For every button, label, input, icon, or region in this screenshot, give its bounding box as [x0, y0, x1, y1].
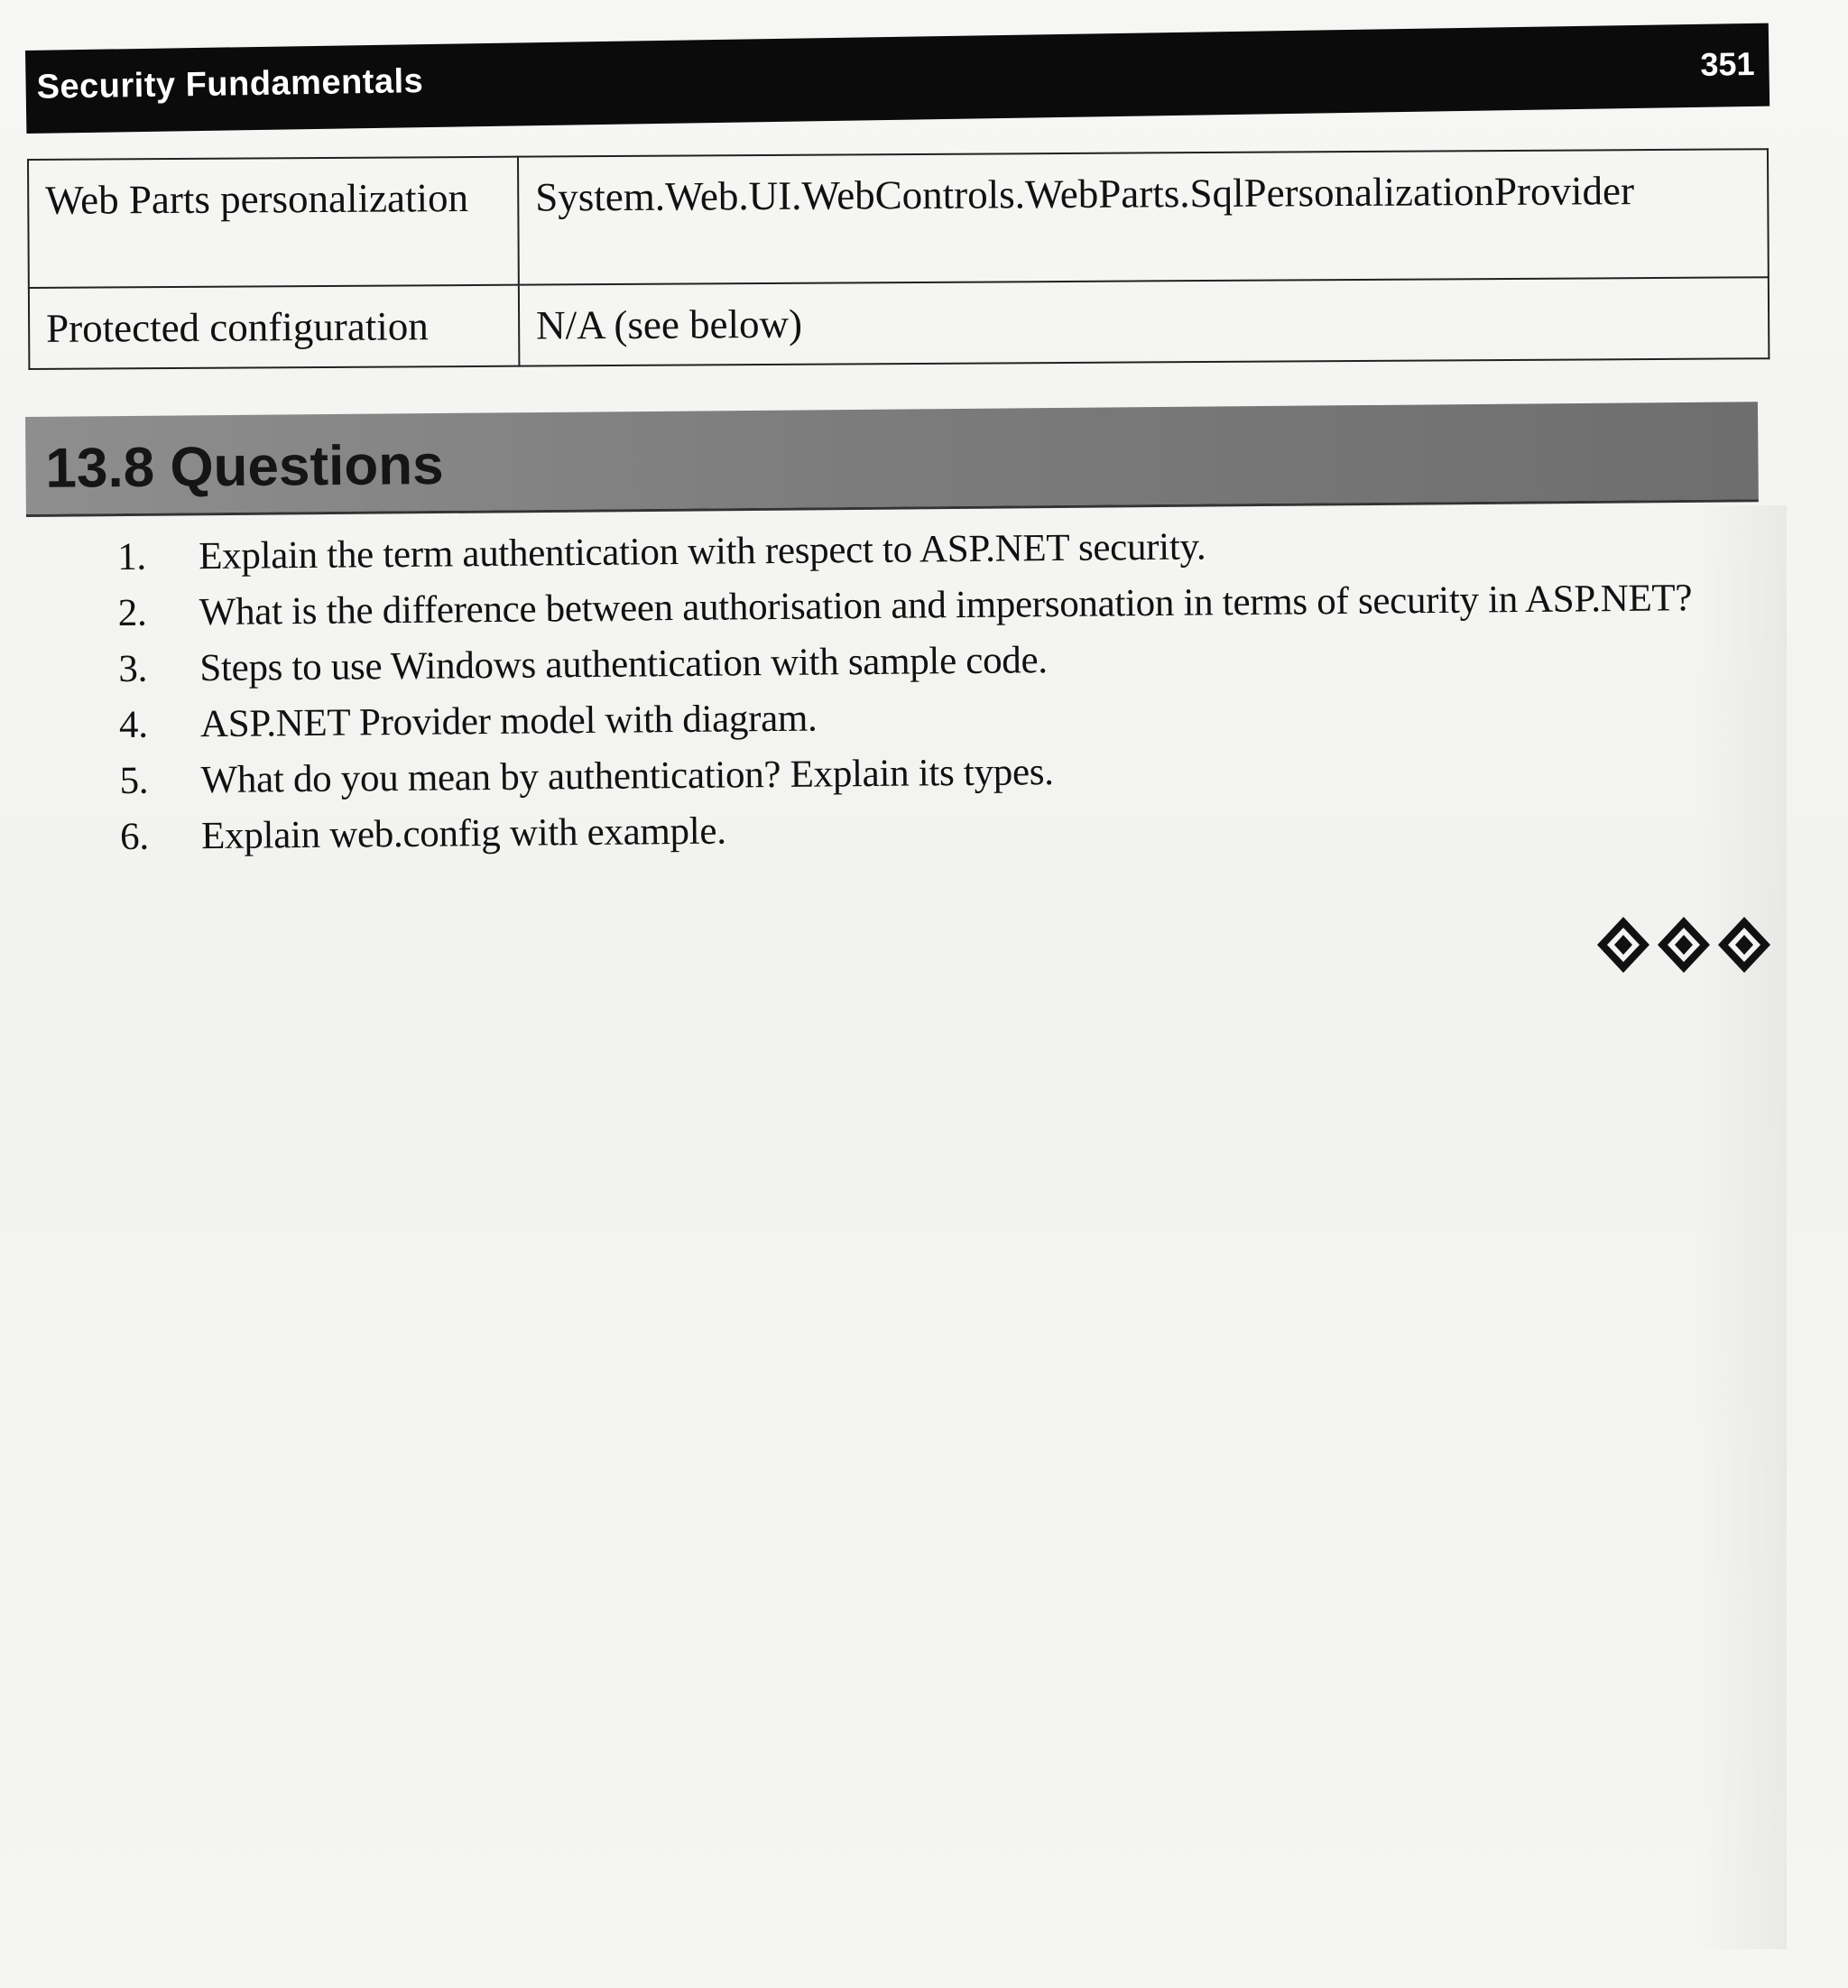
question-number: 4.: [118, 703, 148, 746]
question-text: Explain web.config with example.: [200, 809, 726, 858]
question-number: 2.: [117, 591, 147, 634]
feature-cell: Protected configuration: [29, 285, 520, 369]
page-number: 351: [1700, 44, 1755, 83]
feature-cell: Web Parts personalization: [28, 157, 519, 288]
table-row: [28, 149, 1769, 288]
diamond-ornament-icon: [1594, 913, 1774, 976]
chapter-title: Security Fundamentals: [36, 62, 424, 106]
section-heading: 13.8 Questions: [45, 433, 444, 500]
question-text: What is the difference between authorisation and impersonation in terms of security in ASP.NET?: [199, 577, 1693, 634]
configuration-table: [27, 148, 1769, 370]
question-number: 5.: [119, 759, 149, 802]
running-head-bar: [25, 23, 1769, 134]
question-text: ASP.NET Provider model with diagram.: [199, 697, 818, 746]
table-row: [29, 277, 1769, 369]
provider-cell: N/A (see below): [519, 277, 1769, 365]
diamond-icon: [1658, 917, 1710, 973]
list-item: [120, 802, 1745, 874]
question-text: What do you mean by authentication? Explain its types.: [200, 751, 1054, 802]
question-number: 3.: [118, 647, 148, 690]
questions-list: [117, 522, 1744, 874]
provider-cell: System.Web.UI.WebControls.WebParts.SqlPersonalizationProvider: [518, 149, 1769, 284]
question-number: 1.: [116, 535, 147, 578]
question-number: 6.: [119, 815, 150, 858]
diamond-icon: [1597, 917, 1649, 973]
question-text: Steps to use Windows authentication with sample code.: [199, 639, 1048, 690]
diamond-icon: [1718, 917, 1770, 973]
question-text: Explain the term authentication with respect to ASP.NET security.: [198, 525, 1206, 578]
section-heading-band: [25, 402, 1759, 517]
